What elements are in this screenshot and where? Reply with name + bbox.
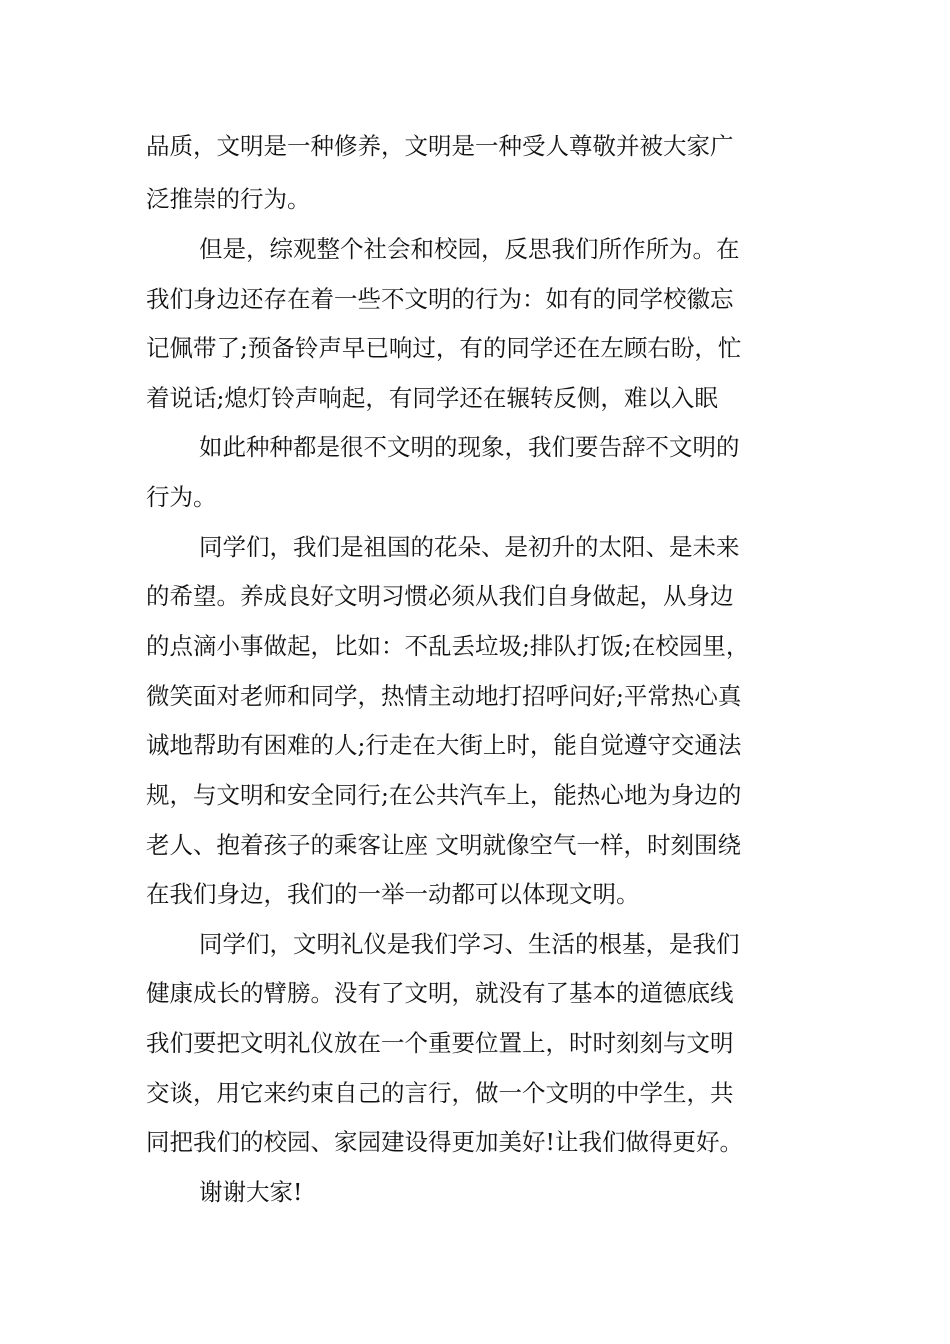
paragraph-start-line: 如此种种都是很不文明的现象，我们要告辞不文明的 xyxy=(199,433,740,461)
text-line: 交谈，用它来约束自己的言行，做一个文明的中学生，共 xyxy=(146,1079,734,1107)
paragraph-start-line: 同学们，文明礼仪是我们学习、生活的根基，是我们 xyxy=(199,930,740,958)
text-line: 我们要把文明礼仪放在一个重要位置上，时时刻刻与文明 xyxy=(146,1029,734,1057)
text-line: 记佩带了;预备铃声早已响过，有的同学还在左顾右盼，忙 xyxy=(146,334,742,362)
text-line: 行为。 xyxy=(146,483,217,511)
paragraph-start-line: 但是，综观整个社会和校园，反思我们所作所为。在 xyxy=(199,235,740,263)
text-line: 品质，文明是一种修养，文明是一种受人尊敬并被大家广 xyxy=(146,132,734,160)
text-line: 我们身边还存在着一些不文明的行为：如有的同学校徽忘 xyxy=(146,285,734,313)
text-line: 微笑面对老师和同学，热情主动地打招呼问好;平常热心真 xyxy=(146,682,742,710)
text-line: 的点滴小事做起，比如：不乱丢垃圾;排队打饭;在校园里， xyxy=(146,632,750,660)
closing-line: 谢谢大家! xyxy=(199,1178,303,1206)
text-line: 健康成长的臂膀。没有了文明，就没有了基本的道德底线 xyxy=(146,979,734,1007)
text-line: 在我们身边，我们的一举一动都可以体现文明。 xyxy=(146,880,640,908)
text-line: 规，与文明和安全同行;在公共汽车上，能热心地为身边的 xyxy=(146,781,742,809)
text-line: 着说话;熄灯铃声响起，有同学还在辗转反侧，难以入眠 xyxy=(146,384,718,412)
text-line: 诚地帮助有困难的人;行走在大街上时，能自觉遵守交通法 xyxy=(146,731,742,759)
paragraph-start-line: 同学们，我们是祖国的花朵、是初升的太阳、是未来 xyxy=(199,533,740,561)
text-line: 老人、抱着孩子的乘客让座 文明就像空气一样，时刻围绕 xyxy=(146,831,741,859)
text-line: 泛推崇的行为。 xyxy=(146,185,311,213)
text-line: 的希望。养成良好文明习惯必须从我们自身做起，从身边 xyxy=(146,582,734,610)
text-line: 同把我们的校园、家园建设得更加美好!让我们做得更好。 xyxy=(146,1128,743,1156)
